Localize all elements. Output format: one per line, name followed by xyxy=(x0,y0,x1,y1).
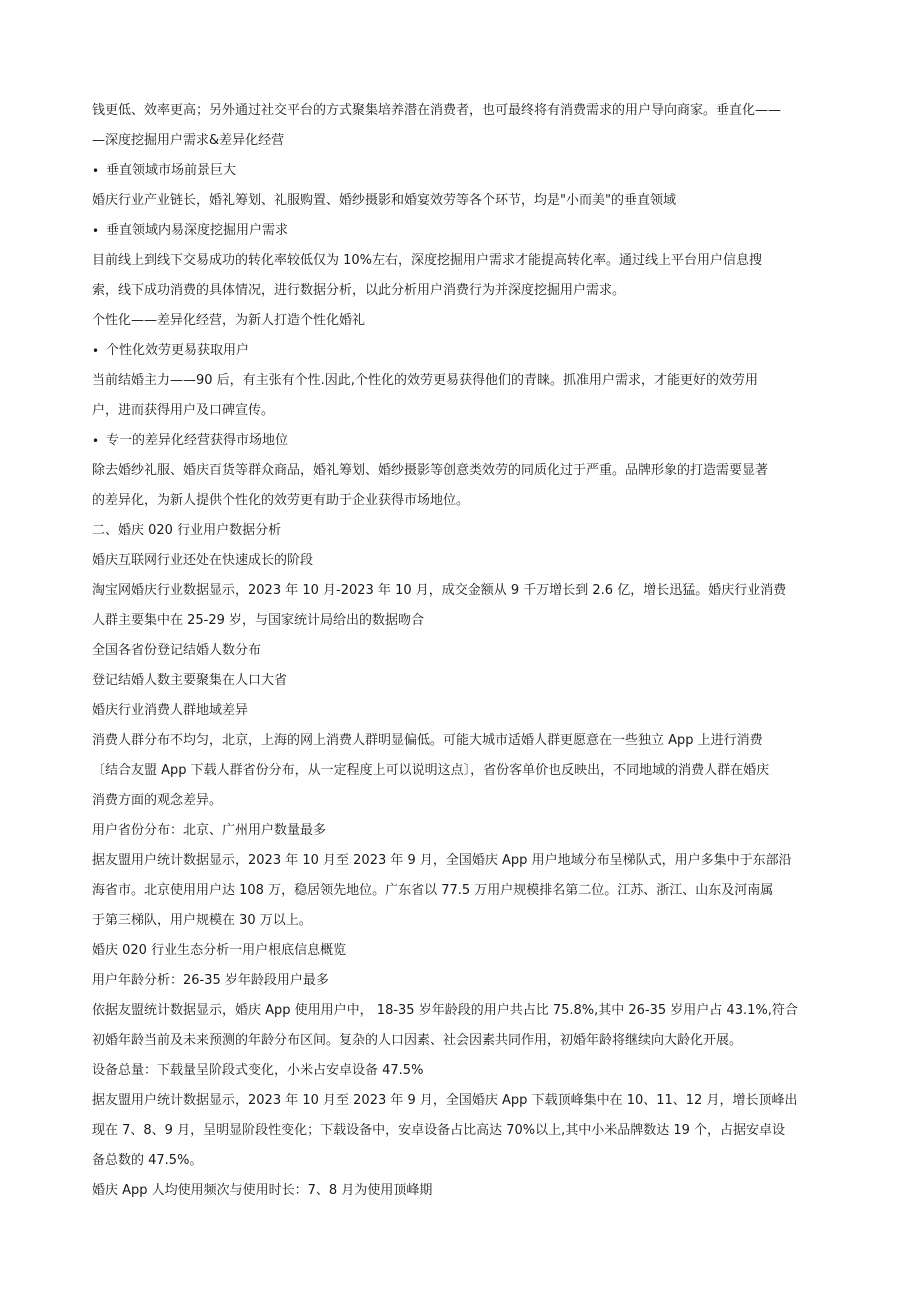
text-line: 二、婚庆 020 行业用户数据分析 xyxy=(92,523,282,538)
text-line: 钱更低、效率更高；另外通过社交平台的方式聚集培养潜在消费者，也可最终将有消费需求的用户导向商家。垂直化—— xyxy=(92,103,782,118)
text-line: 户，进而获得用户及口碑宣传。 xyxy=(92,403,275,418)
text-line: 备总数的 47.5%。 xyxy=(92,1153,203,1168)
text-line: 据友盟用户统计数据显示，2023 年 10 月至 2023 年 9 月，全国婚庆 App 下载顶峰集中在 10、11、12 月，增长顶峰出 xyxy=(92,1093,798,1108)
text-line: 婚庆行业产业链长，婚礼筹划、礼服购置、婚纱摄影和婚宴效劳等各个环节，均是"小而美"的垂直领域 xyxy=(92,193,676,208)
text-line: 现在 7、8、9 月，呈明显阶段性变化；下载设备中，安卓设备占比高达 70%以上,其中小米品牌数达 19 个，占据安卓设 xyxy=(92,1123,786,1138)
text-line: 婚庆行业消费人群地域差异 xyxy=(92,703,249,718)
bullet-text: 专一的差异化经营获得市场地位 xyxy=(106,433,289,448)
bullet-dot: • xyxy=(92,434,100,448)
text-line: 的差异化，为新人提供个性化的效劳更有助于企业获得市场地位。 xyxy=(92,493,470,508)
text-line: 〔结合友盟 App 下载人群省份分布，从一定程度上可以说明这点〕，省份客单价也反映出，不同地域的消费人群在婚庆 xyxy=(92,763,770,778)
bullet-dot: • xyxy=(92,164,100,178)
text-line: 用户省份分布：北京、广州用户数量最多 xyxy=(92,823,327,838)
text-line: 消费方面的观念差异。 xyxy=(92,793,223,808)
text-line: 婚庆 020 行业生态分析一用户根底信息概览 xyxy=(92,943,347,958)
text-line: 人群主要集中在 25-29 岁，与国家统计局给出的数据吻合 xyxy=(92,613,425,628)
bullet-item xyxy=(92,336,832,366)
text-line: 初婚年龄当前及未来预测的年龄分布区间。复杂的人口因素、社会因素共同作用，初婚年龄将继续向大龄化开展。 xyxy=(92,1033,743,1048)
document-body xyxy=(92,96,832,1206)
text-line: 用户年龄分析：26-35 岁年龄段用户最多 xyxy=(92,973,329,988)
bullet-dot: • xyxy=(92,224,100,238)
text-line: 婚庆互联网行业还处在快速成长的阶段 xyxy=(92,553,314,568)
text-line: 目前线上到线下交易成功的转化率较低仅为 10%左右，深度挖掘用户需求才能提高转化率。通过线上平台用户信息搜 xyxy=(92,253,763,268)
bullet-item xyxy=(92,426,832,456)
text-line: 海省市。北京使用用户达 108 万，稳居领先地位。广东省以 77.5 万用户规模排名第二位。江苏、浙江、山东及河南属 xyxy=(92,883,774,898)
text-line: 于第三梯队，用户规模在 30 万以上。 xyxy=(92,913,312,928)
bullet-text: 垂直领域市场前景巨大 xyxy=(106,163,237,178)
bullet-text: 个性化效劳更易获取用户 xyxy=(106,343,250,358)
text-line: 全国各省份登记结婚人数分布 xyxy=(92,643,262,658)
text-line: 索，线下成功消费的具体情况，进行数据分析，以此分析用户消费行为并深度挖掘用户需求。 xyxy=(92,283,626,298)
text-line: 当前结婚主力——90 后，有主张有个性.因此,个性化的效劳更易获得他们的青睐。抓准用户需求，才能更好的效劳用 xyxy=(92,373,758,388)
bullet-text: 垂直领域内易深度挖掘用户需求 xyxy=(106,223,289,238)
text-line: 婚庆 App 人均使用频次与使用时长：7、8 月为使用顶峰期 xyxy=(92,1183,433,1198)
text-line: 据友盟用户统计数据显示，2023 年 10 月至 2023 年 9 月，全国婚庆 App 用户地域分布呈梯队式，用户多集中于东部沿 xyxy=(92,853,792,868)
text-line: 个性化——差异化经营，为新人打造个性化婚礼 xyxy=(92,313,366,328)
text-line: —深度挖掘用户需求&差异化经营 xyxy=(92,133,285,148)
text-line: 设备总量：下载量呈阶段式变化，小米占安卓设备 47.5% xyxy=(92,1063,424,1078)
bullet-item xyxy=(92,156,832,186)
text-line: 除去婚纱礼服、婚庆百货等群众商品，婚礼筹划、婚纱摄影等创意类效劳的同质化过于严重。品牌形象的打造需要显著 xyxy=(92,463,769,478)
text-line: 消费人群分布不均匀，北京，上海的网上消费人群明显偏低。可能大城市适婚人群更愿意在一些独立 App 上进行消费 xyxy=(92,733,763,748)
text-line: 淘宝网婚庆行业数据显示，2023 年 10 月-2023 年 10 月，成交金额从 9 千万增长到 2.6 亿，增长迅猛。婚庆行业消费 xyxy=(92,583,787,598)
bullet-item xyxy=(92,216,832,246)
bullet-dot: • xyxy=(92,344,100,358)
text-line: 依据友盟统计数据显示，婚庆 App 使用用户中， 18-35 岁年龄段的用户共占比 75.8%,其中 26-35 岁用户占 43.1%,符合 xyxy=(92,1003,798,1018)
text-line: 登记结婚人数主要聚集在人口大省 xyxy=(92,673,288,688)
